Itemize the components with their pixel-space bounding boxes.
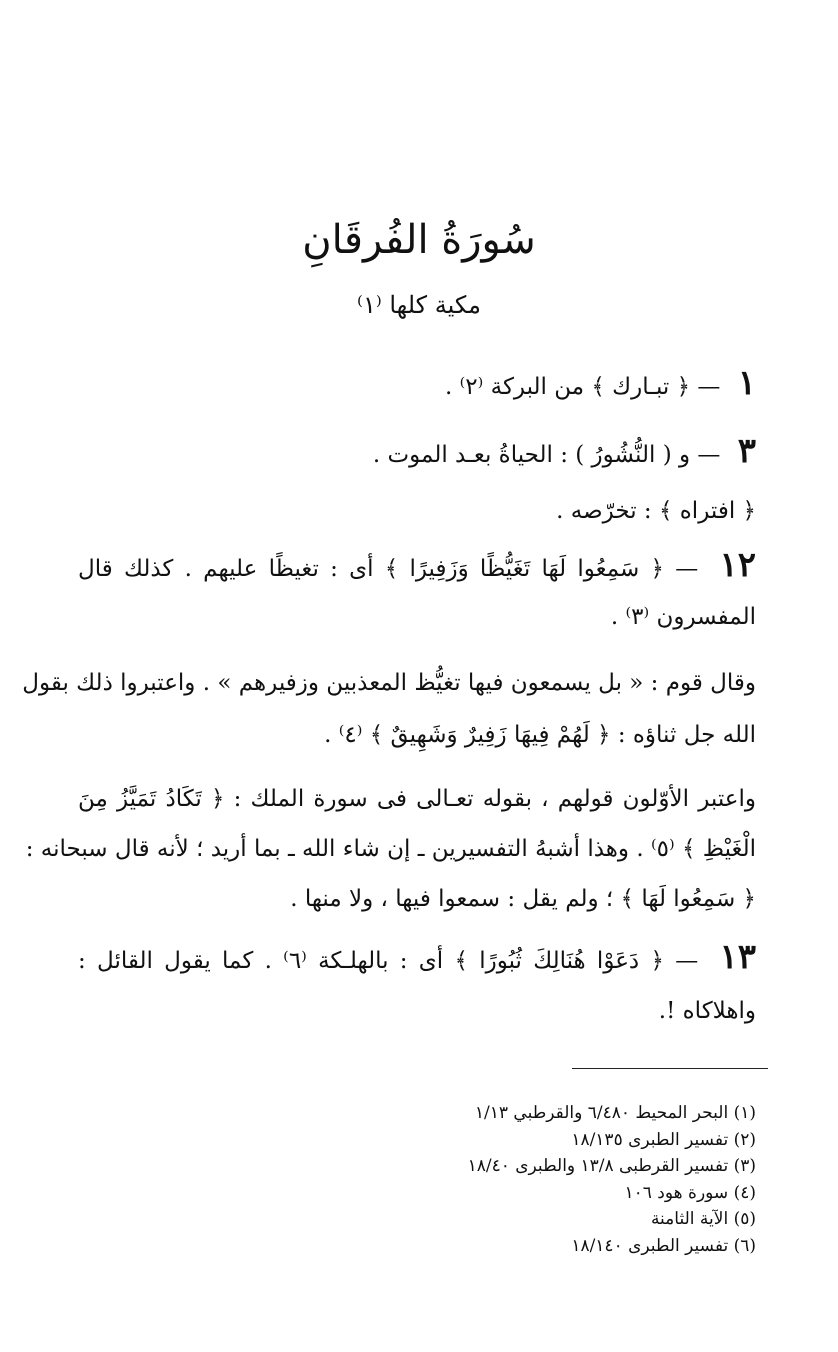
entry-text: الْغَيْظِ ﴾ ⁽٥⁾ . وهذا أشبهُ التفسيرين ـ إن شاء الله ـ بما أريد ؛ لأنه قال سبحانه : xyxy=(25,836,756,862)
entry-text: — ﴿ دَعَوْا هُنَالِكَ ثُبُورًا ﴾ أى : بالهلـكة ⁽٦⁾ . كما يقول القائل : xyxy=(78,948,699,974)
footnote: (١) البحر المحيط ٦/٤٨٠ والقرطبي ١/١٣ xyxy=(474,1103,756,1123)
entry-text: ﴿ افتراه ﴾ : تخرّصه . xyxy=(556,498,756,524)
surah-title: سُورَةُ الفُرقَانِ xyxy=(302,217,536,263)
entry-line xyxy=(78,545,757,586)
entry-text: وقال قوم : « بل يسمعون فيها تغيُّظ المعذبين وزفيرهم » . واعتبروا ذلك بقول xyxy=(22,670,756,696)
entry-line xyxy=(78,782,756,816)
entry-text: — ﴿ سَمِعُوا لَهَا تَغَيُّظًا وَزَفِيرًا ﴾ أى : تغيظًا عليهم . كذلك قال xyxy=(78,556,699,582)
entry-line xyxy=(78,718,756,752)
entry-text: ﴿ سَمِعُوا لَهَا ﴾ ؛ ولم يقل : سمعوا فيها ، ولا منها . xyxy=(290,886,756,912)
entry-text: — ﴿ تبـارك ﴾ من البركة ⁽٢⁾ . xyxy=(445,374,721,400)
footnotes xyxy=(316,1100,756,1259)
entry-line xyxy=(78,882,756,916)
entry-text: واعتبر الأوّلون قولهم ، بقوله تعـالى فى سورة الملك : ﴿ تَكَادُ تَمَيَّزُ مِنَ xyxy=(78,786,756,812)
footnote: (٣) تفسير القرطبى ١٣/٨ والطبرى ١٨/٤٠ xyxy=(467,1156,756,1176)
verse-number: ١٢ xyxy=(719,545,757,585)
footnote: (٢) تفسير الطبرى ١٨/١٣٥ xyxy=(571,1129,756,1150)
entry-line xyxy=(78,494,756,528)
entry-line xyxy=(78,600,756,634)
entry-line xyxy=(78,994,756,1028)
entry-text: المفسرون ⁽٣⁾ . xyxy=(610,604,756,630)
entry-line xyxy=(78,431,756,472)
surah-subtitle: مكية كلها ⁽١⁾ xyxy=(357,291,481,319)
entry-text: — و ( النُّشُورُ ) : الحياةُ بعـد الموت . xyxy=(372,442,721,468)
entry-line xyxy=(78,937,757,978)
verse-number: ١٣ xyxy=(719,937,757,977)
footnote: (٦) تفسير الطبرى ١٨/١٤٠ xyxy=(571,1235,756,1256)
verse-number: ١ xyxy=(737,363,756,403)
footnote-divider xyxy=(572,1068,768,1069)
footnote: (٤) سورة هود ١٠٦ xyxy=(624,1182,756,1203)
entry-line xyxy=(22,666,756,700)
entry-text: واهلاكاه !. xyxy=(658,998,756,1024)
verse-number: ٣ xyxy=(737,431,756,471)
entry-text: الله جل ثناؤه : ﴿ لَهُمْ فِيهَا زَفِيرٌ وَشَهِيقٌ ﴾ ⁽٤⁾ . xyxy=(324,722,756,748)
entry-line xyxy=(25,832,756,866)
footnote: (٥) الآية الثامنة xyxy=(650,1209,756,1229)
entry-line xyxy=(78,363,756,404)
